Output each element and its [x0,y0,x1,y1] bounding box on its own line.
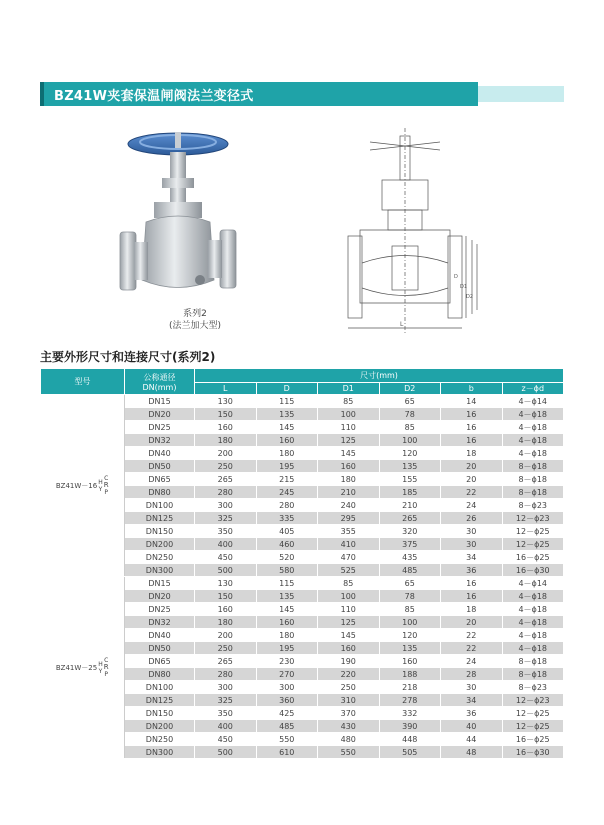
dn-cell: DN80 [125,668,195,681]
valve-photo [118,130,248,305]
value-cell: 18 [441,603,503,616]
value-cell: 410 [318,538,380,551]
value-cell: 250 [195,642,257,655]
value-cell: 120 [379,629,441,642]
value-cell: 12－ϕ23 [502,694,564,707]
value-cell: 100 [318,408,380,421]
value-cell: 325 [195,694,257,707]
value-cell: 300 [256,681,318,694]
table-row [41,577,564,590]
value-cell: 300 [195,499,257,512]
value-cell: 280 [256,499,318,512]
value-cell: 36 [441,564,503,577]
value-cell: 435 [379,551,441,564]
value-cell: 24 [441,655,503,668]
value-cell: 135 [379,642,441,655]
value-cell: 22 [441,629,503,642]
header-dn-line2: DN(mm) [142,382,177,392]
value-cell: 200 [195,447,257,460]
dn-cell: DN200 [125,538,195,551]
value-cell: 85 [379,603,441,616]
dn-cell: DN200 [125,720,195,733]
value-cell: 280 [195,486,257,499]
value-cell: 240 [318,499,380,512]
value-cell: 145 [318,629,380,642]
value-cell: 160 [195,603,257,616]
value-cell: 4－ϕ14 [502,395,564,408]
value-cell: 4－ϕ18 [502,603,564,616]
value-cell: 115 [256,395,318,408]
value-cell: 16 [441,577,503,590]
value-cell: 520 [256,551,318,564]
value-cell: 400 [195,720,257,733]
value-cell: 145 [256,603,318,616]
value-cell: 16 [441,590,503,603]
value-cell: 400 [195,538,257,551]
value-cell: 265 [379,512,441,525]
dn-cell: DN15 [125,577,195,590]
value-cell: 36 [441,707,503,720]
value-cell: 85 [318,395,380,408]
dim-D: D [454,274,458,280]
value-cell: 270 [256,668,318,681]
dn-cell: DN20 [125,590,195,603]
value-cell: 500 [195,746,257,759]
value-cell: 4－ϕ18 [502,590,564,603]
value-cell: 110 [318,603,380,616]
model-cell: BZ41W－25 H Y C R P [41,577,125,759]
value-cell: 100 [379,434,441,447]
header-model: 型号 [41,369,125,395]
value-cell: 505 [379,746,441,759]
value-cell: 30 [441,681,503,694]
value-cell: 78 [379,590,441,603]
valve-drawing [330,128,480,333]
value-cell: 22 [441,642,503,655]
dn-cell: DN40 [125,629,195,642]
value-cell: 250 [195,460,257,473]
dn-cell: DN15 [125,395,195,408]
value-cell: 355 [318,525,380,538]
dn-cell: DN65 [125,655,195,668]
value-cell: 120 [379,447,441,460]
value-cell: 100 [379,616,441,629]
value-cell: 150 [195,590,257,603]
dim-D2: D2 [466,294,474,300]
value-cell: 230 [256,655,318,668]
value-cell: 65 [379,577,441,590]
value-cell: 12－ϕ23 [502,512,564,525]
value-cell: 8－ϕ18 [502,486,564,499]
dimension-table [40,368,564,759]
header-dn-line1: 公称通径 [143,372,176,382]
value-cell: 250 [318,681,380,694]
value-cell: 4－ϕ18 [502,434,564,447]
value-cell: 130 [195,577,257,590]
value-cell: 16－ϕ30 [502,746,564,759]
value-cell: 20 [441,460,503,473]
value-cell: 350 [195,525,257,538]
value-cell: 525 [318,564,380,577]
column-header: L [195,383,257,395]
value-cell: 325 [195,512,257,525]
value-cell: 115 [256,577,318,590]
value-cell: 350 [195,707,257,720]
value-cell: 580 [256,564,318,577]
value-cell: 500 [195,564,257,577]
value-cell: 110 [318,421,380,434]
dn-cell: DN125 [125,694,195,707]
dn-cell: DN32 [125,434,195,447]
value-cell: 200 [195,629,257,642]
value-cell: 160 [256,434,318,447]
value-cell: 12－ϕ25 [502,720,564,733]
value-cell: 8－ϕ23 [502,499,564,512]
value-cell: 185 [379,486,441,499]
value-cell: 160 [256,616,318,629]
value-cell: 30 [441,525,503,538]
value-cell: 135 [256,408,318,421]
value-cell: 20 [441,616,503,629]
value-cell: 370 [318,707,380,720]
section-title: 主要外形尺寸和连接尺寸(系列2) [40,350,216,364]
column-header: D2 [379,383,441,395]
value-cell: 160 [379,655,441,668]
caption-series: 系列2 [183,309,207,319]
section-header-bar [40,82,478,106]
value-cell: 4－ϕ18 [502,447,564,460]
value-cell: 320 [379,525,441,538]
value-cell: 160 [318,460,380,473]
value-cell: 220 [318,668,380,681]
dim-D1: D1 [460,284,468,290]
table-head [41,369,564,395]
header-accent [40,82,44,106]
value-cell: 12－ϕ25 [502,538,564,551]
value-cell: 85 [379,421,441,434]
value-cell: 18 [441,447,503,460]
value-cell: 390 [379,720,441,733]
header-dims: 尺寸(mm) [195,369,564,383]
value-cell: 180 [256,629,318,642]
value-cell: 145 [256,421,318,434]
value-cell: 8－ϕ18 [502,460,564,473]
value-cell: 125 [318,434,380,447]
value-cell: 310 [318,694,380,707]
value-cell: 30 [441,538,503,551]
column-header: D1 [318,383,380,395]
value-cell: 280 [195,668,257,681]
value-cell: 24 [441,499,503,512]
value-cell: 448 [379,733,441,746]
value-cell: 20 [441,473,503,486]
value-cell: 34 [441,551,503,564]
value-cell: 4－ϕ18 [502,616,564,629]
value-cell: 405 [256,525,318,538]
value-cell: 34 [441,694,503,707]
value-cell: 16－ϕ25 [502,733,564,746]
dn-cell: DN150 [125,525,195,538]
dn-cell: DN300 [125,746,195,759]
value-cell: 218 [379,681,441,694]
value-cell: 375 [379,538,441,551]
value-cell: 332 [379,707,441,720]
photo-caption [150,308,240,332]
value-cell: 265 [195,473,257,486]
dn-cell: DN50 [125,460,195,473]
value-cell: 195 [256,642,318,655]
value-cell: 550 [318,746,380,759]
header-strip [478,86,564,102]
value-cell: 215 [256,473,318,486]
dn-cell: DN50 [125,642,195,655]
value-cell: 125 [318,616,380,629]
value-cell: 195 [256,460,318,473]
value-cell: 78 [379,408,441,421]
dim-L: L [400,321,404,328]
page-title: BZ41W夹套保温闸阀法兰变径式 [54,88,254,104]
dn-cell: DN25 [125,421,195,434]
dn-cell: DN40 [125,447,195,460]
column-header: b [441,383,503,395]
value-cell: 360 [256,694,318,707]
value-cell: 210 [318,486,380,499]
value-cell: 16 [441,434,503,447]
value-cell: 12－ϕ25 [502,525,564,538]
value-cell: 485 [256,720,318,733]
value-cell: 425 [256,707,318,720]
value-cell: 4－ϕ18 [502,408,564,421]
value-cell: 100 [318,590,380,603]
dn-cell: DN65 [125,473,195,486]
value-cell: 155 [379,473,441,486]
value-cell: 16 [441,421,503,434]
value-cell: 180 [195,616,257,629]
column-header: D [256,383,318,395]
value-cell: 210 [379,499,441,512]
value-cell: 8－ϕ23 [502,681,564,694]
dn-cell: DN20 [125,408,195,421]
table-body [41,395,564,759]
value-cell: 265 [195,655,257,668]
value-cell: 188 [379,668,441,681]
column-header: z－ϕd [502,383,564,395]
value-cell: 4－ϕ14 [502,577,564,590]
value-cell: 4－ϕ18 [502,421,564,434]
value-cell: 450 [195,551,257,564]
value-cell: 180 [318,473,380,486]
model-cell: BZ41W－16 H Y C R P [41,395,125,577]
value-cell: 16－ϕ30 [502,564,564,577]
value-cell: 48 [441,746,503,759]
dn-cell: DN100 [125,681,195,694]
value-cell: 44 [441,733,503,746]
value-cell: 470 [318,551,380,564]
value-cell: 160 [318,642,380,655]
value-cell: 245 [256,486,318,499]
value-cell: 130 [195,395,257,408]
value-cell: 8－ϕ18 [502,473,564,486]
value-cell: 550 [256,733,318,746]
dn-cell: DN250 [125,733,195,746]
value-cell: 85 [318,577,380,590]
value-cell: 14 [441,395,503,408]
value-cell: 480 [318,733,380,746]
value-cell: 8－ϕ18 [502,668,564,681]
value-cell: 610 [256,746,318,759]
dn-cell: DN80 [125,486,195,499]
value-cell: 180 [256,447,318,460]
value-cell: 28 [441,668,503,681]
dn-cell: DN150 [125,707,195,720]
value-cell: 16－ϕ25 [502,551,564,564]
header-dn [125,369,195,395]
table-row [41,395,564,408]
value-cell: 190 [318,655,380,668]
dn-cell: DN25 [125,603,195,616]
value-cell: 26 [441,512,503,525]
value-cell: 4－ϕ18 [502,629,564,642]
value-cell: 485 [379,564,441,577]
value-cell: 135 [256,590,318,603]
value-cell: 295 [318,512,380,525]
value-cell: 145 [318,447,380,460]
dn-cell: DN32 [125,616,195,629]
value-cell: 135 [379,460,441,473]
caption-type: (法兰加大型) [168,321,222,331]
value-cell: 300 [195,681,257,694]
value-cell: 12－ϕ25 [502,707,564,720]
value-cell: 278 [379,694,441,707]
value-cell: 4－ϕ18 [502,642,564,655]
value-cell: 150 [195,408,257,421]
value-cell: 335 [256,512,318,525]
value-cell: 22 [441,486,503,499]
dn-cell: DN100 [125,499,195,512]
value-cell: 430 [318,720,380,733]
dn-cell: DN125 [125,512,195,525]
value-cell: 450 [195,733,257,746]
dn-cell: DN300 [125,564,195,577]
value-cell: 180 [195,434,257,447]
value-cell: 8－ϕ18 [502,655,564,668]
value-cell: 40 [441,720,503,733]
dn-cell: DN250 [125,551,195,564]
value-cell: 160 [195,421,257,434]
value-cell: 65 [379,395,441,408]
value-cell: 460 [256,538,318,551]
value-cell: 16 [441,408,503,421]
